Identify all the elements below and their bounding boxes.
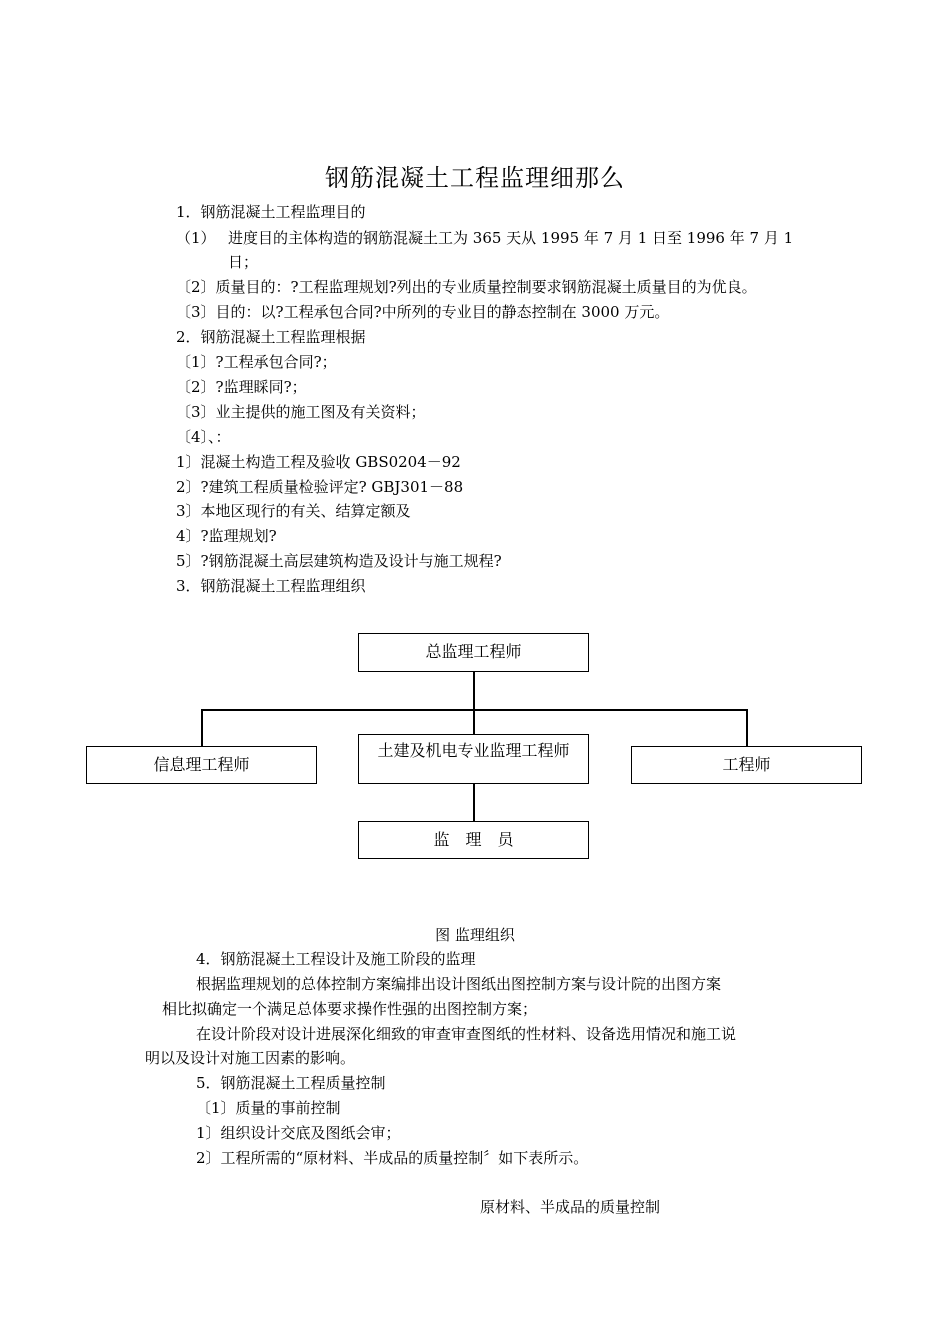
section5-sub1: 1〕组织设计交底及图纸会审； — [196, 1124, 401, 1142]
section4-paragraph1-line2: 相比拟确定一个满足总体要求操作性强的出图控制方案； — [162, 1000, 538, 1018]
org-box-bottom: 监 理 员 — [358, 821, 589, 859]
section2-item: 〔4〕、： — [176, 428, 231, 446]
section2-item: 〔1〕?工程承包合同?； — [176, 353, 337, 371]
org-box-center: 土建及机电专业监理工程师 — [358, 734, 589, 784]
section1-item1-text: 进度目的主体构造的钢筋混凝土工为 365 天从 1995 年 7 月 1 日至 1996 年 7 月 1 — [228, 229, 794, 247]
section5-item1: 〔1〕质量的事前控制 — [196, 1099, 341, 1117]
table-caption: 原材料、半成品的质量控制 — [480, 1198, 661, 1216]
page-title: 钢筋混凝土工程监理细那么 — [325, 164, 625, 192]
org-connector — [473, 709, 475, 734]
figure-caption: 图 监理组织 — [435, 926, 515, 944]
section2-heading: 2．钢筋混凝土工程监理根据 — [176, 328, 366, 346]
section2-item: 〔3〕业主提供的施工图及有关资料； — [176, 403, 426, 421]
org-connector — [473, 784, 475, 821]
section5-heading: 5．钢筋混凝土工程质量控制 — [196, 1074, 386, 1092]
org-connector — [201, 709, 203, 746]
section2-item: 5〕?钢筋混凝土高层建筑构造及设计与施工规程? — [176, 552, 502, 570]
section5-sub2: 2〕工程所需的“原材料、半成品的质量控制〞如下表所示。 — [196, 1149, 589, 1167]
section4-paragraph1-line1: 根据监理规划的总体控制方案编排出设计图纸出图控制方案与设计院的出图方案 — [196, 975, 722, 993]
section1-heading: 1．钢筋混凝土工程监理目的 — [176, 203, 366, 221]
section2-item: 4〕?监理规划? — [176, 527, 277, 545]
org-box-right: 工程师 — [631, 746, 862, 784]
section3-heading: 3．钢筋混凝土工程监理组织 — [176, 577, 366, 595]
section4-paragraph2-line1: 在设计阶段对设计进展深化细致的审查审查图纸的性材料、设备选用情况和施工说 — [196, 1025, 737, 1043]
section1-item2: 〔2〕质量目的：?工程监理规划?列出的专业质量控制要求钢筋混凝土质量目的为优良。 — [176, 278, 757, 296]
section2-item: 2〕?建筑工程质量检验评定? GBJ301－88 — [176, 478, 464, 496]
org-connector — [746, 709, 748, 746]
section4-paragraph2-line2: 明以及设计对施工因素的影响。 — [145, 1049, 356, 1067]
section1-item3: 〔3〕目的：以?工程承包合同?中所列的专业目的静态控制在 3000 万元。 — [176, 303, 670, 321]
section1-item1-number: （1） — [176, 229, 216, 247]
org-box-left: 信息理工程师 — [86, 746, 317, 784]
section2-item: 3〕本地区现行的有关、结算定额及 — [176, 502, 411, 520]
section4-heading: 4．钢筋混凝土工程设计及施工阶段的监理 — [196, 950, 476, 968]
org-box-chief: 总监理工程师 — [358, 633, 589, 672]
org-connector — [473, 672, 475, 709]
section1-item1-continuation: 日； — [228, 253, 259, 271]
section2-item: 1〕混凝土构造工程及验收 GBS0204－92 — [176, 453, 461, 471]
section2-item: 〔2〕?监理睬同?； — [176, 378, 307, 396]
